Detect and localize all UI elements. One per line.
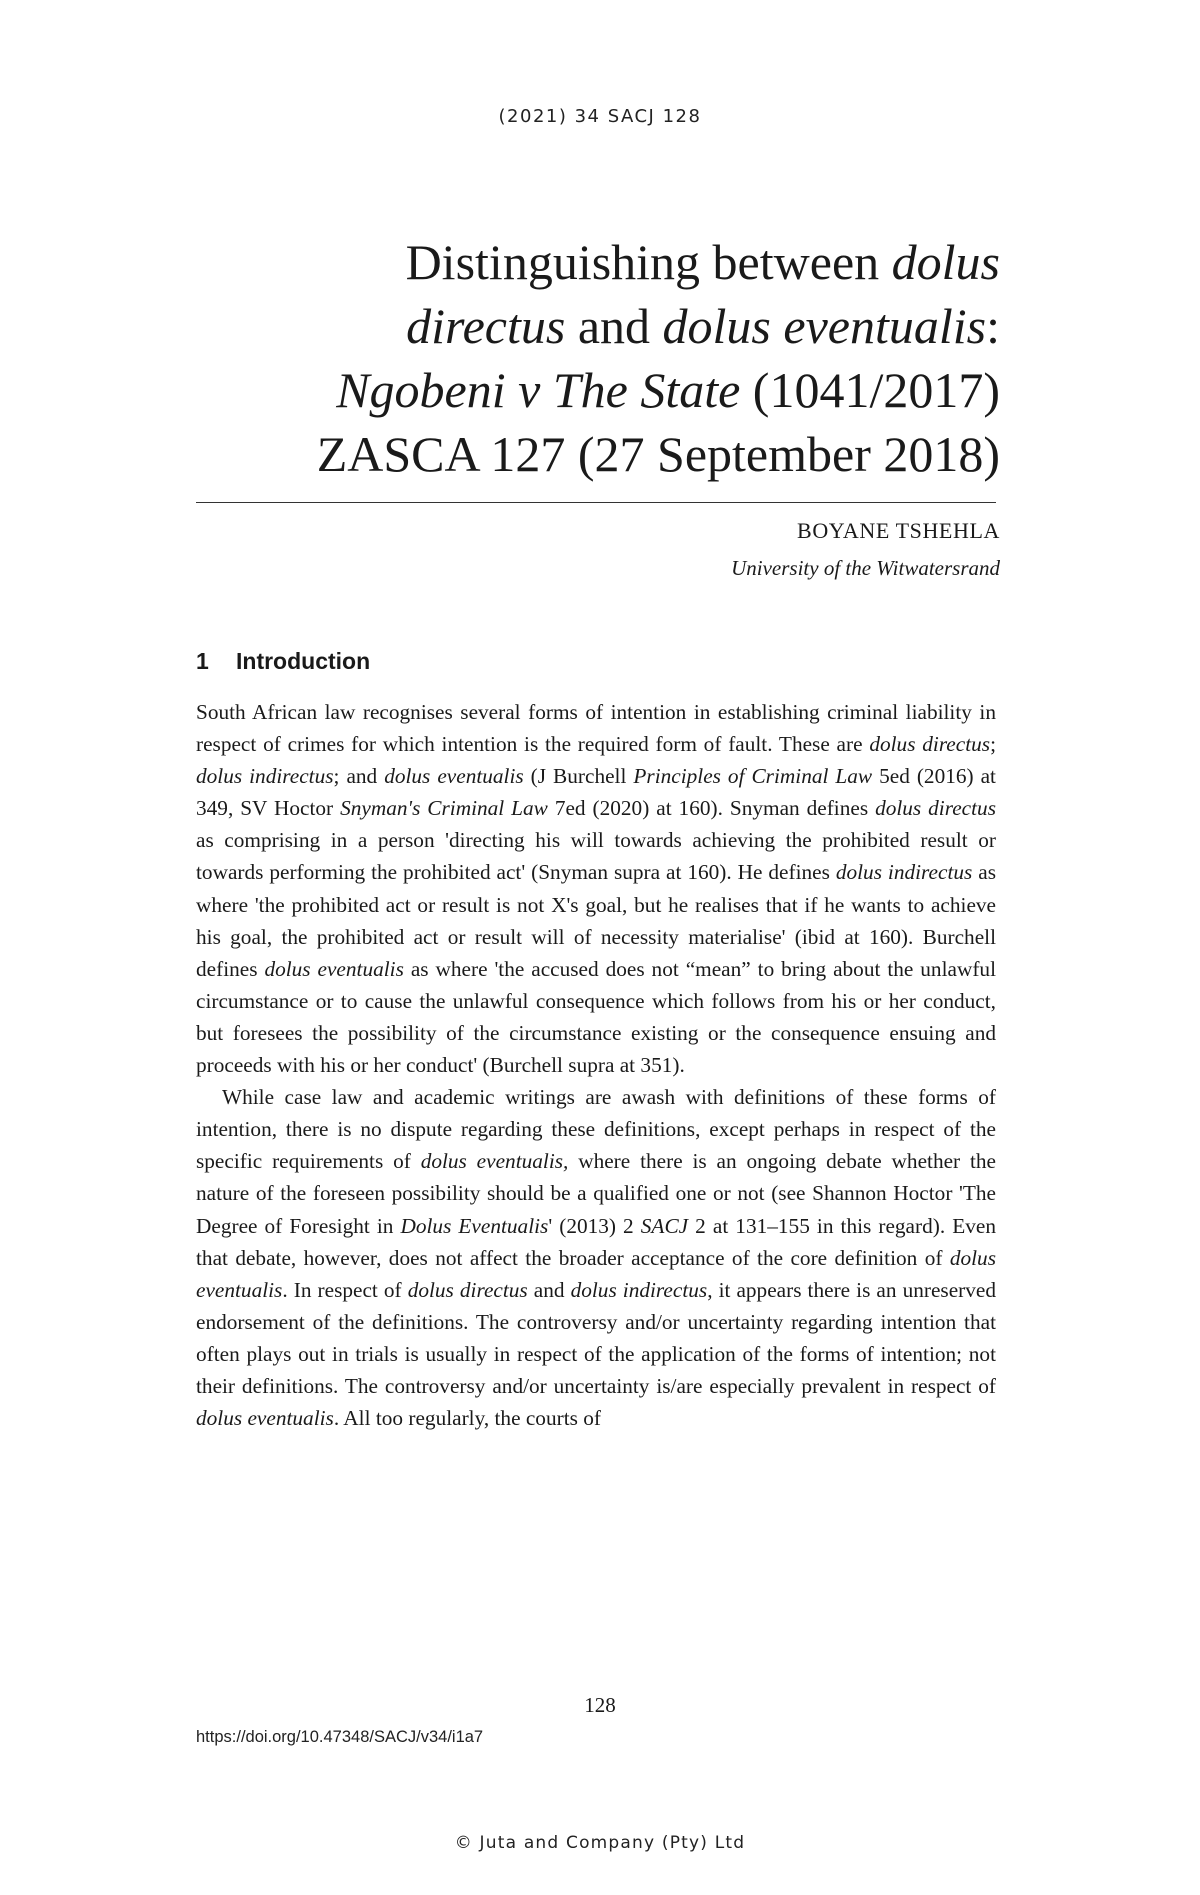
text-run: (J Burchell <box>523 764 634 789</box>
title-part: ZASCA 127 (27 September 2018) <box>316 426 1000 482</box>
title-part: : <box>986 298 1000 354</box>
title-part: directus <box>406 298 566 354</box>
article-title <box>200 230 1000 486</box>
page-number: 128 <box>584 1693 616 1717</box>
text-run: 7ed (2020) at 160). Snyman defines <box>547 796 876 821</box>
text-run: Dolus Eventualis <box>400 1213 549 1238</box>
text-run: South African law recognises several forms of intention in establishing criminal liability in respect of crimes for which intention is the required form of fault. These are <box>196 700 996 757</box>
text-run: ; <box>990 732 996 757</box>
text-run: dolus directus <box>875 796 996 821</box>
text-run: Snyman's Criminal Law <box>340 796 548 821</box>
title-part: Ngobeni v The State <box>336 362 741 418</box>
section-heading <box>196 648 370 675</box>
text-run: Principles of Criminal Law <box>633 764 873 789</box>
text-run: as comprising in a person 'directing his will towards achieving the prohibited result or towards performing the prohibited act' (Snyman supra at 160). He defines <box>196 828 996 885</box>
text-run: dolus directus <box>407 1277 528 1302</box>
text-run: dolus indirectus <box>570 1277 708 1302</box>
title-part: and <box>565 298 663 354</box>
text-run: as where 'the prohibited act or result is not X's goal, but he realises that if he wants to achieve his goal, the prohibited act or result will of necessity materialise' (ibid at 160). Burchell defines <box>196 860 996 981</box>
text-run: . In respect of <box>282 1277 408 1302</box>
text-run: While case law and academic writings are awash with definitions of these forms of intention, there is no dispute regarding these definitions, except perhaps in respect of the specific requirements of <box>196 1085 996 1174</box>
text-run: dolus eventualis <box>196 1245 996 1302</box>
text-run: . All too regularly, the courts of <box>333 1406 601 1431</box>
text-run: as where 'the accused does not “mean” to bring about the unlawful circumstance or to cause the unlawful consequence which follows from his or her conduct, but foresees the possibility of the circumstance existing or the consequence ensuing and proceeds with his or her conduct' (Burchell supra at 351). <box>196 956 996 1078</box>
text-run: ' (2013) 2 <box>548 1213 641 1238</box>
title-part: (1041/2017) <box>740 362 1000 418</box>
text-run: dolus indirectus <box>835 860 973 885</box>
title-part: dolus <box>891 234 1000 290</box>
text-run: dolus directus <box>869 732 991 757</box>
text-run: ; and <box>333 764 385 789</box>
text-run: dolus eventualis <box>196 1406 334 1431</box>
section-title: Introduction <box>236 648 371 674</box>
text-run: SACJ <box>640 1213 689 1238</box>
journal-citation: (2021) 34 SACJ 128 <box>498 106 702 127</box>
title-part: dolus eventualis <box>662 298 987 354</box>
text-run: where there is an ongoing debate whether the nature of the foreseen possibility should be a qualified one or not (see Shannon Hoctor 'The Degree of Foresight in <box>196 1149 997 1238</box>
section-number: 1 <box>196 648 209 674</box>
text-run: dolus indirectus <box>196 764 334 789</box>
text-run: dolus eventualis, <box>420 1149 569 1174</box>
text-run: , it appears there is an unreserved endorsement of the definitions. The controversy and/or uncertainty regarding intention that often plays out in trials is usually in respect of the application of the forms of intention; not their definitions. The controversy and/or uncertainty is/are especially prevalent in respect of <box>196 1277 997 1398</box>
title-divider <box>196 502 996 503</box>
copyright-notice: © Juta and Company (Pty) Ltd <box>454 1833 746 1853</box>
author-name: BOYANE TSHEHLA <box>797 518 1000 543</box>
text-run: dolus eventualis <box>384 764 524 789</box>
paragraph-1 <box>196 696 996 1081</box>
author-affiliation: University of the Witwatersrand <box>731 556 1000 580</box>
doi-link[interactable]: https://doi.org/10.47348/SACJ/v34/i1a7 <box>196 1728 484 1746</box>
paragraph-2 <box>196 1081 996 1434</box>
text-run: 2 at 131–155 in this regard). Even that debate, however, does not affect the broader acceptance of the core definition of <box>196 1213 996 1270</box>
title-part: Distinguishing between <box>405 234 892 290</box>
text-run: and <box>527 1277 571 1302</box>
text-run: dolus eventualis <box>264 956 404 981</box>
text-run: 5ed (2016) at 349, SV Hoctor <box>196 764 996 821</box>
article-body <box>196 696 996 1434</box>
